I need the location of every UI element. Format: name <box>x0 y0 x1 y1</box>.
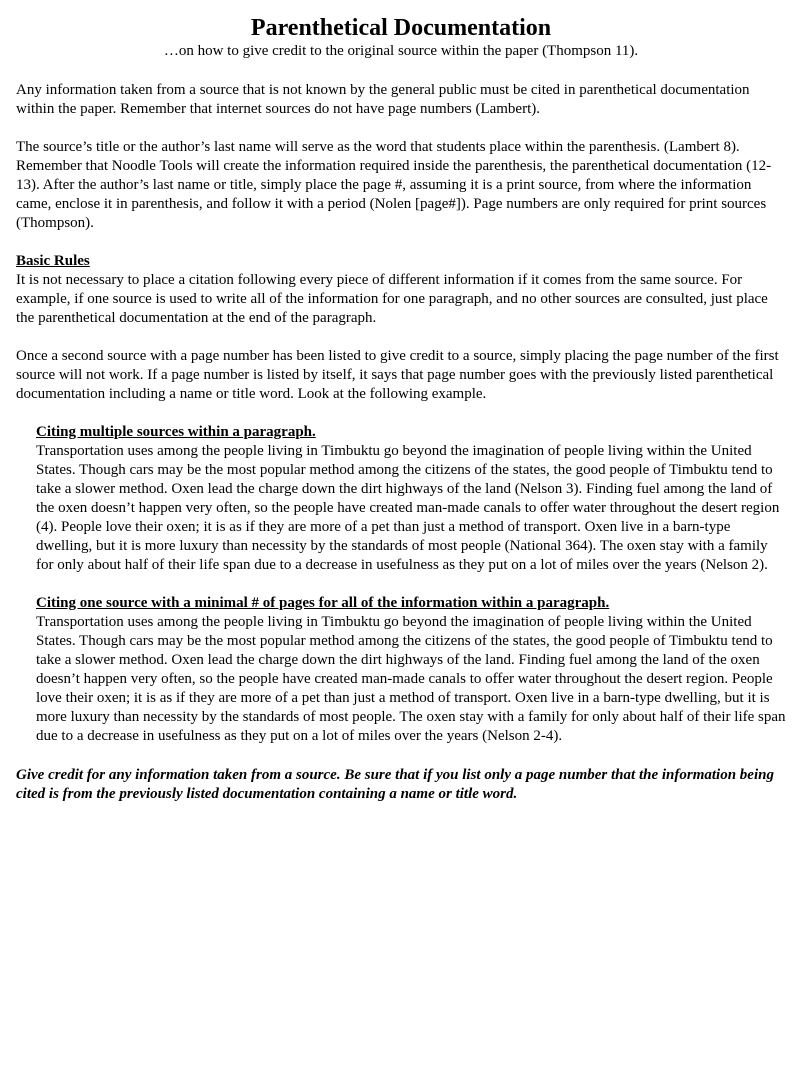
basic-rules-paragraph-2: Once a second source with a page number has been listed to give credit to a source, simply placing the page number of the first source will not work. If a page number is listed by itself, it says that page number goes with the previously listed parenthetical documentation including a name or title word. Look at the following example. <box>16 348 779 402</box>
page-title: Parenthetical Documentation <box>250 15 552 41</box>
page-subtitle: …on how to give credit to the original source within the paper (Thompson 11). <box>163 43 639 59</box>
basic-rules-heading: Basic Rules <box>16 253 90 269</box>
example-body-multiple-sources: Transportation uses among the people living in Timbuktu go beyond the imagination of people living within the United States. Though cars may be the most popular method among the citizens of the states, the good people of Timbuktu tend to take a slower method. Oxen lead the charge down the dirt highways of the land (Nelson 3). Finding fuel among the land of the oxen doesn’t happen very often, so the people have created man-made canals to offer water throughout the desert region (4). People love their oxen; it is as if they are more of a pet than just a method of transport. Oxen live in a barn-type dwelling, but it is more luxury than necessity by the standards of most people (National 364). The oxen stay with a family for only about half of their life span due to a decrease in usefulness as they put on a lot of miles over the years (Nelson 2). <box>36 443 780 573</box>
example-multiple-sources <box>36 423 786 575</box>
example-one-source <box>36 594 786 746</box>
basic-rules-paragraph-1: It is not necessary to place a citation following every piece of different information if it comes from the same source. For example, if one source is used to write all of the information for one paragraph, and no other sources are consulted, just place the parenthetical documentation at the end of the paragraph. <box>16 272 768 326</box>
intro-paragraph-2: The source’s title or the author’s last name will serve as the word that students place within the parenthesis. (Lambert 8). Remember that Noodle Tools will create the information required inside the parenthesis, the parenthetical documentation (12-13). After the author’s last name or title, simply place the page #, assuming it is a print source, from where the information came, enclose it in parenthesis, and follow it with a period (Nolen [page#]). Page numbers are only required for print sources (Thompson). <box>16 139 772 231</box>
example-body-one-source: Transportation uses among the people living in Timbuktu go beyond the imagination of people living within the United States. Though cars may be the most popular method among the citizens of the states, the good people of Timbuktu tend to take a slower method. Oxen lead the charge down the dirt highways of the land. Finding fuel among the land of the oxen doesn’t happen very often, so the people have created man-made canals to offer water throughout the desert region. People love their oxen; it is as if they are more of a pet than just a method of transport. Oxen live in a barn-type dwelling, but it is more luxury than necessity by the standards of most people. The oxen stay with a family for only about half of their life span due to a decrease in usefulness as they put on a lot of miles over the years (Nelson 2-4). <box>36 614 786 744</box>
closing-note: Give credit for any information taken from a source. Be sure that if you list only a page number that the information being cited is from the previously listed documentation containing a name or title word. <box>16 767 774 802</box>
example-heading-multiple-sources: Citing multiple sources within a paragraph. <box>36 424 316 440</box>
basic-rules-section <box>16 252 786 404</box>
example-heading-one-source: Citing one source with a minimal # of pages for all of the information within a paragraph. <box>36 595 610 611</box>
intro-paragraph-1: Any information taken from a source that is not known by the general public must be cited in parenthetical documentation within the paper. Remember that internet sources do not have page numbers (Lambert). <box>16 82 750 117</box>
